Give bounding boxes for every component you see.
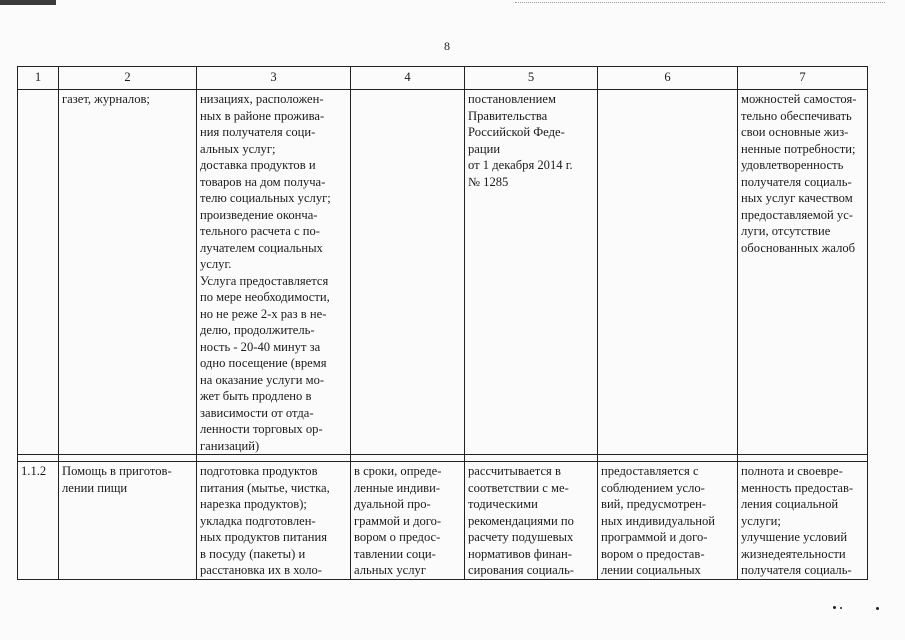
scan-artifact-mark	[0, 0, 56, 5]
column-header: 5	[465, 67, 598, 90]
column-header: 1	[18, 67, 59, 90]
column-header: 3	[197, 67, 351, 90]
table-cell-terms: в сроки, опреде- ленные индиви- дуальной про- граммой и дого- вором о предос- тавлении соци- альных услуг	[351, 462, 465, 580]
table-cell-service: Помощь в приготов- лении пищи	[59, 462, 197, 580]
table-cell-number	[18, 90, 59, 455]
table-cell-number: 1.1.2	[18, 462, 59, 580]
table-cell-description: низациях, расположен- ных в районе прожива- ния получателя соци- альных услуг; доставка продуктов и товаров на дом получа- телю социальных услуг; произведение оконча- тельного расчета с по- лучателем социальных услуг. Услуга предоставляется по мере необходимости, но не реже 2-х раз в не- делю, продолжитель- ность - 20-40 минут за одно посещение (время на оказание услуги мо- жет быть продлено в зависимости от отда- ленности торговых ор- ганизаций)	[197, 90, 351, 455]
column-header: 6	[598, 67, 738, 90]
scan-speck	[876, 607, 879, 610]
table-cell-terms	[351, 90, 465, 455]
column-header: 2	[59, 67, 197, 90]
table-cell-description: подготовка продуктов питания (мытье, чистка, нарезка продуктов); укладка подготовлен- ных продуктов питания в посуду (пакеты) и расстановка их в холо-	[197, 462, 351, 580]
page-number: 8	[444, 39, 450, 53]
table-cell-cost: постановлением Правительства Российской Феде- рации от 1 декабря 2014 г. № 1285	[465, 90, 598, 455]
column-header: 4	[351, 67, 465, 90]
table-row	[18, 90, 868, 455]
table-cell-conditions: предоставляется с соблюдением усло- вий, предусмотрен- ных индивидуальной программой и дого- вором о предостав- лении социальных	[598, 462, 738, 580]
scan-artifact-line	[515, 2, 885, 3]
services-table	[17, 66, 868, 580]
table-row	[18, 462, 868, 580]
table-row-gap	[18, 455, 868, 462]
table-cell-quality: полнота и своевре- менность предостав- ления социальной услуги; улучшение условий жизнедеятельности получателя социаль-	[738, 462, 868, 580]
table-cell-quality: можностей самостоя- тельно обеспечивать свои основные жиз- ненные потребности; удовлетворенность получателя социаль- ных услуг качеством предоставляемой ус- луги, отсутствие обоснованных жалоб	[738, 90, 868, 455]
scan-speck	[833, 606, 836, 609]
column-header: 7	[738, 67, 868, 90]
scan-speck	[840, 607, 842, 609]
table-cell-cost: рассчитывается в соответствии с ме- тодическими рекомендациями по расчету подушевых нормативов финан- сирования социаль-	[465, 462, 598, 580]
table-cell-conditions	[598, 90, 738, 455]
table-cell-service: газет, журналов;	[59, 90, 197, 455]
table-header-row	[18, 67, 868, 90]
